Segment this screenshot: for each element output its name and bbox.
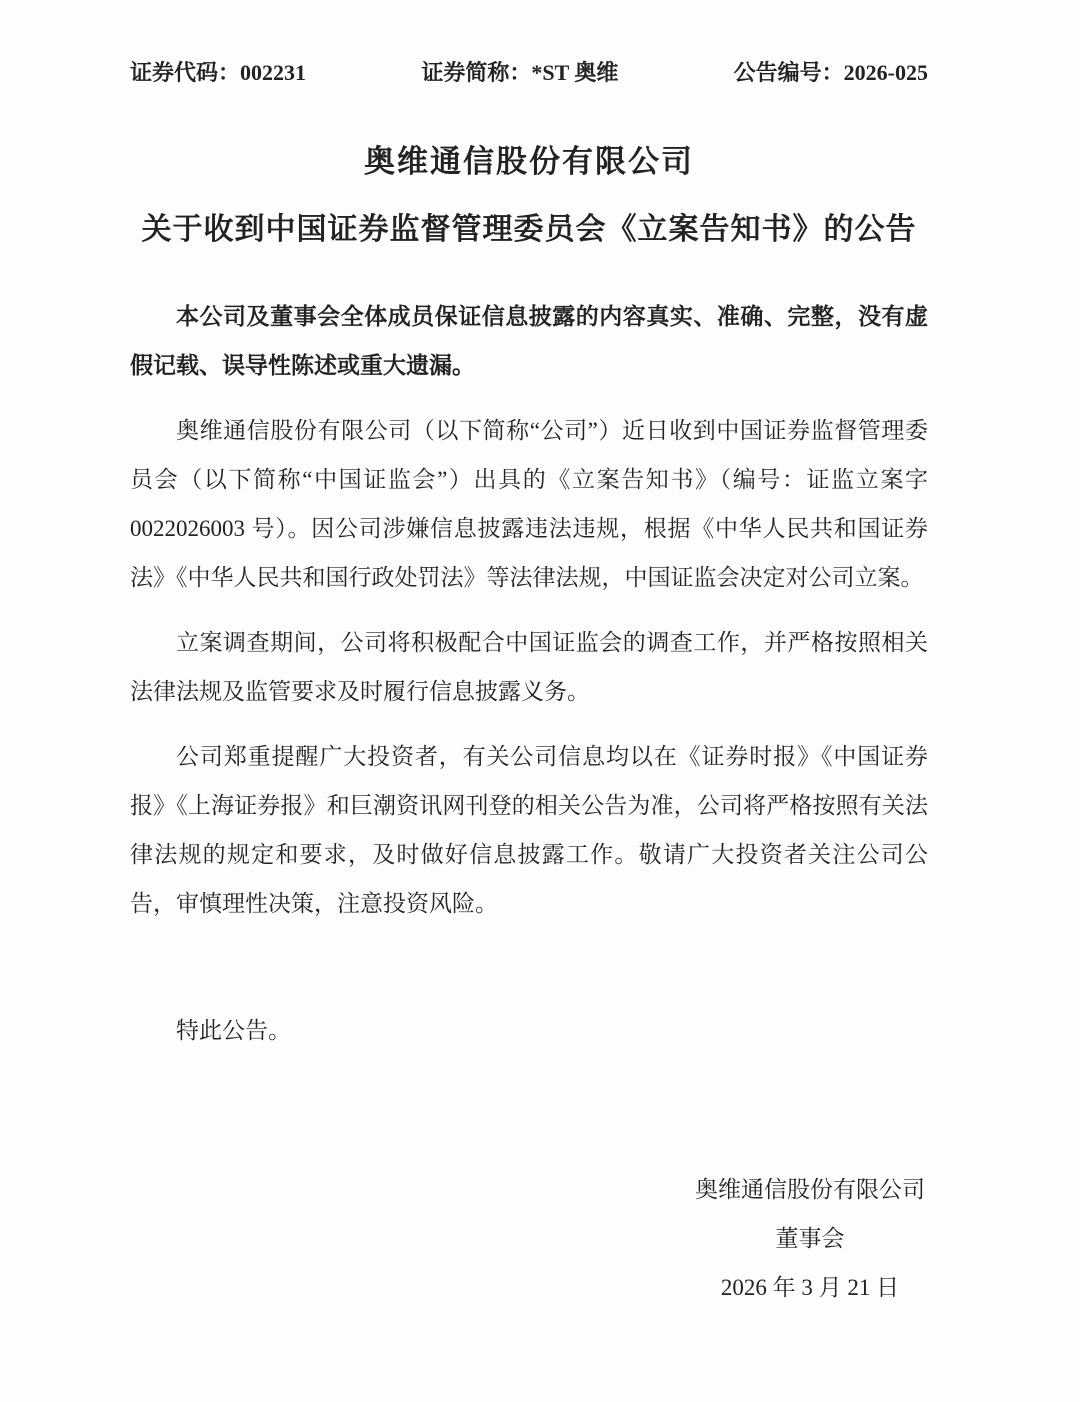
closing-statement: 特此公告。 bbox=[176, 1018, 291, 1043]
body-paragraph-1: 奥维通信股份有限公司（以下简称“公司”）近日收到中国证券监督管理委员会（以下简称“中国证监会”）出具的《立案告知书》（编号：证监立案字 0022026003 号）。因公司涉嫌信息披露违法违规，根据《中华人民共和国证券法》《中华人民共和国行政处罚法》等法律法规，中国证监会决定对公司立案。 bbox=[130, 418, 928, 590]
body-paragraph-2: 立案调查期间，公司将积极配合中国证监会的调查工作，并严格按照相关法律法规及监管要求及时履行信息披露义务。 bbox=[130, 630, 928, 704]
stock-code: 证券代码：002231 bbox=[130, 60, 307, 85]
signature-board: 董事会 bbox=[775, 1226, 845, 1251]
body-paragraph-3: 公司郑重提醒广大投资者，有关公司信息均以在《证券时报》《中国证券报》《上海证券报》和巨潮资讯网刊登的相关公告为准，公司将严格按照有关法律法规的规定和要求，及时做好信息披露工作。敬请广大投资者关注公司公告，审慎理性决策，注意投资风险。 bbox=[130, 744, 928, 916]
document-header bbox=[130, 0, 928, 88]
announcement-number: 公告编号：2026-025 bbox=[733, 60, 928, 85]
signature-company: 奥维通信股份有限公司 bbox=[695, 1177, 925, 1202]
declaration-paragraph: 本公司及董事会全体成员保证信息披露的内容真实、准确、完整，没有虚假记载、误导性陈述或重大遗漏。 bbox=[130, 304, 928, 378]
stock-abbreviation: 证券简称：*ST 奥维 bbox=[421, 60, 619, 85]
signature-date: 2026 年 3 月 21 日 bbox=[720, 1275, 900, 1300]
document-content bbox=[130, 0, 928, 1312]
title-company-name: 奥维通信股份有限公司 bbox=[364, 144, 694, 179]
signature-block bbox=[692, 1165, 928, 1312]
title-subject: 关于收到中国证券监督管理委员会《立案告知书》的公告 bbox=[141, 213, 917, 246]
